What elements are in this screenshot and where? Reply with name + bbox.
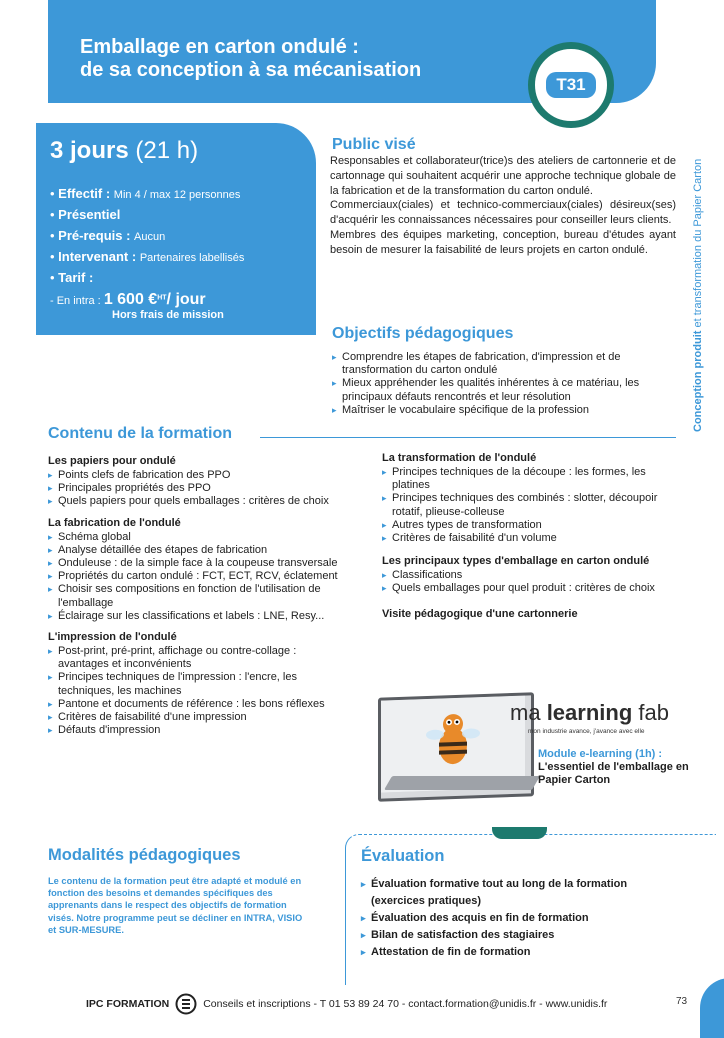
info-list (50, 186, 310, 321)
list-item: ▸ Onduleuse : de la simple face à la coupeuse transversale (48, 557, 348, 570)
list-item: ▸ Choisir ses compositions en fonction de l'utilisation de l'emballage (48, 583, 348, 609)
sec-fabrication-title: La fabrication de l'ondulé (48, 516, 181, 529)
sec-papiers-list (48, 469, 348, 509)
list-item: ▸ Principales propriétés des PPO (48, 482, 348, 495)
course-code-badge (528, 42, 614, 128)
evaluation-accent (492, 827, 547, 839)
footer-contact: Conseils et inscriptions - T 01 53 89 24 70 - contact.formation@unidis.fr - www.unidis.fr (203, 998, 608, 1010)
list-item: ▸ Attestation de fin de formation (361, 944, 661, 961)
divider (260, 437, 676, 438)
corner-accent (700, 978, 724, 1038)
info-item-prerequis: • Pré-requis : Aucun (50, 228, 166, 243)
list-item: ▸ Post-print, pré-print, affichage ou contre-collage : avantages et inconvénients (48, 645, 348, 671)
info-box (36, 123, 316, 335)
title-line-2: de sa conception à sa mécanisation (80, 59, 422, 81)
laptop-base (384, 776, 540, 790)
contenu-right-column (382, 452, 682, 622)
list-item: ▸ Évaluation des acquis en fin de formation (361, 910, 661, 927)
list-item: ▸ Propriétés du carton ondulé : FCT, ECT, RCV, éclatement (48, 570, 348, 583)
list-item: ▸ Quels emballages pour quel produit : critères de choix (382, 582, 682, 595)
list-item: ▸ Quels papiers pour quels emballages : critères de choix (48, 495, 348, 508)
contenu-left-column (48, 455, 348, 737)
logo-tagline: mon industrie avance, j'avance avec elle (528, 728, 645, 735)
price: - En intra : 1 600 €$^{HT}$/ jour (50, 291, 206, 308)
sec-fabrication-list (48, 531, 348, 623)
evaluation-title: Évaluation (361, 847, 445, 865)
footer-brand: IPC FORMATION (86, 998, 170, 1010)
visit-title: Visite pédagogique d'une cartonnerie (382, 607, 578, 620)
sec-papiers-title: Les papiers pour ondulé (48, 455, 176, 467)
phone-logo-icon (175, 993, 197, 1015)
duration (50, 137, 198, 165)
list-item: ▸ Évaluation formative tout au long de la formation (exercices pratiques) (361, 876, 661, 910)
list-item: ▸ Analyse détaillée des étapes de fabrication (48, 544, 348, 557)
list-item: ▸ Schéma global (48, 531, 348, 544)
public-text: Responsables et collaborateur(trice)s des ateliers de cartonnerie et de cartonnage qui souhaitent acquérir une approche technique globale de la fabrication et de la transformation du carton ondulé. Commerciaux(ciales) et technico-commerciaux(ciales) désireux(ses) d'acquérir les connaissances nécessaires pour conseiller leurs clients. Membres des équipes marketing, conception, bureau d'études ayant besoin de mesurer la faisabilité de leurs projets en carton ondulé. (330, 155, 676, 256)
info-item-tarif: • Tarif : (50, 270, 94, 285)
page-number: 73 (676, 996, 688, 1007)
modalites-text: Le contenu de la formation peut être adapté et modulé en fonction des besoins et demandes spécifiques des apprenants dans le respect des objectifs de formation visés. Notre programme peut se décliner en INTRA, VISIO et SUR-MESURE. (48, 876, 303, 935)
list-item: ▸ Points clefs de fabrication des PPO (48, 469, 348, 482)
contenu-title: Contenu de la formation (48, 425, 232, 442)
list-item: ▸ Critères de faisabilité d'un volume (382, 532, 682, 545)
sec-transformation-list (382, 466, 682, 545)
objectifs-title: Objectifs pédagogiques (332, 325, 514, 342)
duration-days: 3 jours (50, 137, 129, 164)
footer (86, 993, 646, 1015)
page-title (80, 36, 500, 82)
list-item: ▸ Critères de faisabilité d'une impression (48, 711, 348, 724)
public-title: Public visé (332, 136, 416, 153)
course-code: T31 (546, 72, 595, 98)
price-note: Hors frais de mission (112, 309, 224, 321)
info-item-effectif: • Effectif : Min 4 / max 12 personnes (50, 186, 241, 201)
list-item: ▸ Classifications (382, 569, 682, 582)
title-line-1: Emballage en carton ondulé : (80, 36, 359, 58)
info-item-intervenant: • Intervenant : Partenaires labellisés (50, 249, 245, 264)
list-item: ▸ Principes techniques de l'impression : l'encre, les techniques, les machines (48, 671, 348, 697)
evaluation-list (361, 876, 661, 961)
side-category-label: Conception produit et transformation du Papier Carton (692, 158, 704, 432)
list-item: ▸ Mieux appréhender les qualités inhérentes à ce matériau, les principaux défauts rencontrés et leur résolution (332, 377, 676, 403)
modalites-title: Modalités pédagogiques (48, 846, 241, 864)
sec-transformation-title: La transformation de l'ondulé (382, 452, 537, 464)
list-item: ▸ Principes techniques de la découpe : les formes, les platines (382, 466, 682, 492)
module-elearning: Module e-learning (1h) : L'essentiel de l'emballage en Papier Carton (538, 748, 689, 786)
list-item: ▸ Autres types de transformation (382, 519, 682, 532)
duration-hours: (21 h) (135, 137, 199, 164)
objectifs-list (332, 351, 676, 417)
sec-impression-list (48, 645, 348, 737)
sec-types-list (382, 569, 682, 595)
list-item: ▸ Principes techniques des combinés : slotter, découpoir rotatif, plieuse-colleuse (382, 492, 682, 518)
malearningfab-logo: ma learning fab (510, 700, 669, 725)
list-item: ▸ Comprendre les étapes de fabrication, d'impression et de transformation du carton ondulé (332, 351, 676, 377)
list-item: ▸ Éclairage sur les classifications et labels : LNE, Resy... (48, 610, 348, 623)
list-item: ▸ Maîtriser le vocabulaire spécifique de la profession (332, 404, 676, 417)
list-item: ▸ Bilan de satisfaction des stagiaires (361, 927, 661, 944)
sec-types-title: Les principaux types d'emballage en carton ondulé (382, 555, 650, 568)
list-item: ▸ Défauts d'impression (48, 724, 348, 737)
info-item-presentiel: • Présentiel (50, 207, 121, 222)
sec-impression-title: L'impression de l'ondulé (48, 631, 177, 644)
list-item: ▸ Pantone et documents de référence : les bons réflexes (48, 698, 348, 711)
